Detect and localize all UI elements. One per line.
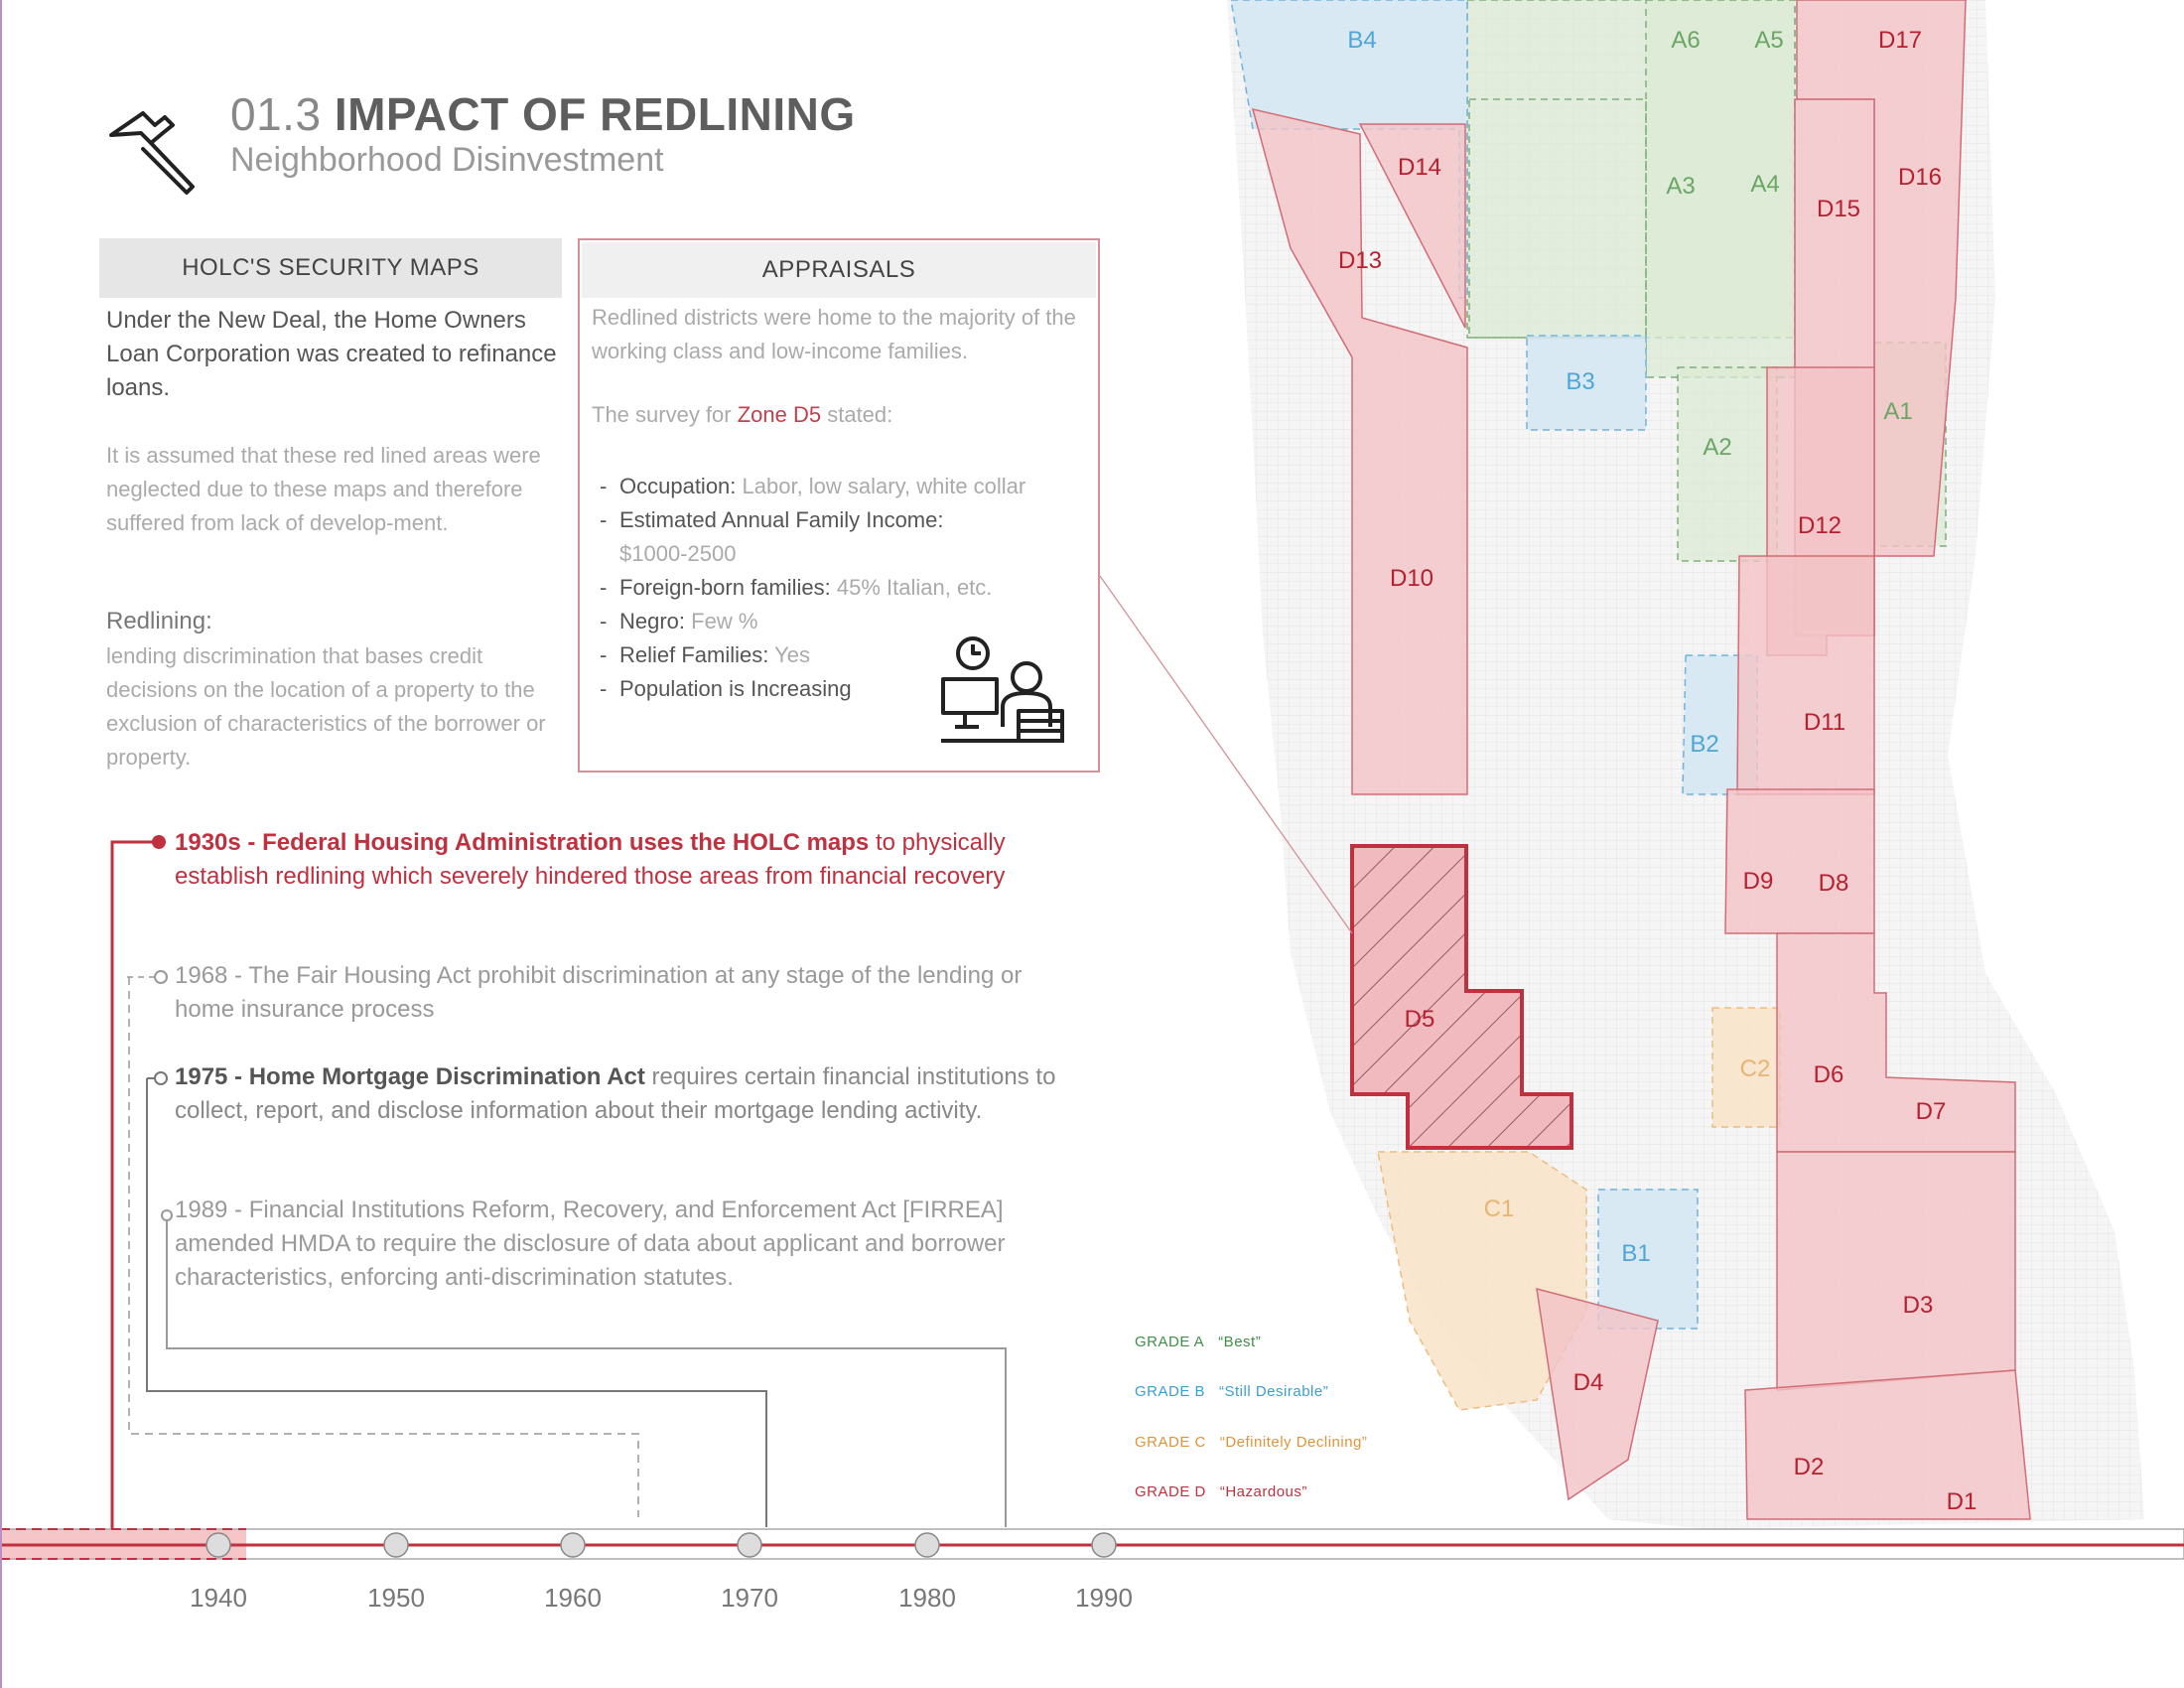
- year-label: 1990: [1075, 1583, 1133, 1613]
- survey-item-continued: $1000-2500: [619, 541, 737, 566]
- svg-text:D13: D13: [1337, 247, 1383, 274]
- svg-text:A5: A5: [1754, 27, 1784, 54]
- survey-zone: Zone D5: [737, 402, 822, 427]
- svg-text:D11: D11: [1803, 709, 1846, 736]
- survey-prefix: The survey for: [592, 402, 738, 427]
- office-worker-clock-icon: [939, 635, 1066, 747]
- survey-item: - Relief Families: Yes: [598, 638, 1104, 672]
- tick-1970: [738, 1533, 761, 1557]
- svg-text:D15: D15: [1816, 196, 1861, 222]
- connector-1930s: [112, 842, 159, 1537]
- svg-text:D8: D8: [1818, 870, 1849, 897]
- svg-text:C1: C1: [1483, 1196, 1515, 1222]
- holc-intro: Under the New Deal, the Home Owners Loan Corporation was created to refinance loans.: [106, 307, 557, 401]
- tick-1990: [1092, 1533, 1116, 1557]
- year-label: 1980: [898, 1583, 956, 1613]
- hammer-icon: [103, 103, 203, 199]
- svg-text:A4: A4: [1750, 171, 1780, 198]
- holc-heading: HOLC'S SECURITY MAPS: [99, 238, 562, 298]
- legend-grade-a: GRADE A “Best”: [1135, 1334, 1262, 1350]
- svg-text:D6: D6: [1813, 1061, 1844, 1088]
- survey-item: - Population is Increasing: [598, 672, 1104, 706]
- event-1989: 1989 - Financial Institutions Reform, Recovery, and Enforcement Act [FIRREA] amended HMDA to require the disclosure of data about applicant and borrower characteristics, enforcing anti-discrimination statutes.: [175, 1196, 1006, 1291]
- connector-1975: [147, 1078, 766, 1527]
- year-label: 1940: [190, 1583, 247, 1613]
- survey-line: [592, 402, 892, 428]
- survey-item: - Foreign-born families: 45% Italian, etc.: [598, 571, 1104, 605]
- tick-1960: [561, 1533, 585, 1557]
- year-label: 1960: [544, 1583, 602, 1613]
- svg-text:D16: D16: [1897, 164, 1943, 191]
- survey-item: - Estimated Annual Family Income:: [598, 503, 1104, 537]
- tick-1980: [915, 1533, 939, 1557]
- event-1930s: 1930s - Federal Housing Administration uses the HOLC maps to physically establish redlining which severely hindered those areas from financial recovery: [175, 829, 1006, 890]
- svg-text:A2: A2: [1703, 434, 1732, 461]
- appraisals-heading: APPRAISALS: [582, 242, 1096, 298]
- zone-label-a1: A1: [1883, 398, 1913, 425]
- svg-text:D17: D17: [1877, 27, 1923, 54]
- section-number: 01.3: [230, 88, 322, 140]
- page-edge-rule: [0, 0, 2, 1688]
- holc-assumption: It is assumed that these red lined areas were neglected due to these maps and therefore suffered from lack of develop-ment.: [106, 443, 541, 535]
- survey-item: - Occupation: Labor, low salary, white collar: [598, 470, 1104, 503]
- legend-grade-d: GRADE D “Hazardous”: [1135, 1483, 1307, 1500]
- page-subtitle: Neighborhood Disinvestment: [230, 141, 664, 179]
- svg-text:D7: D7: [1915, 1098, 1947, 1125]
- svg-text:B2: B2: [1690, 731, 1719, 758]
- svg-text:D9: D9: [1742, 868, 1774, 895]
- svg-text:B4: B4: [1347, 27, 1377, 54]
- redlining-term: Redlining:: [106, 608, 212, 634]
- svg-text:D1: D1: [1946, 1488, 1978, 1515]
- legend-grade-b: GRADE B “Still Desirable”: [1135, 1383, 1329, 1400]
- svg-text:D3: D3: [1902, 1292, 1934, 1319]
- tick-1950: [384, 1533, 408, 1557]
- svg-text:D10: D10: [1389, 565, 1434, 592]
- survey-suffix: stated:: [821, 402, 893, 427]
- svg-text:D14: D14: [1397, 154, 1442, 181]
- event-1968: 1968 - The Fair Housing Act prohibit discrimination at any stage of the lending or home insurance process: [175, 962, 1023, 1023]
- event-1975: 1975 - Home Mortgage Discrimination Act requires certain financial institutions to collect, report, and disclose information about their mortgage lending activity.: [175, 1063, 1056, 1124]
- page-title: [230, 87, 856, 141]
- year-label: 1970: [721, 1583, 778, 1613]
- svg-text:B1: B1: [1621, 1240, 1651, 1267]
- svg-text:D4: D4: [1572, 1369, 1604, 1396]
- svg-text:D12: D12: [1797, 512, 1843, 539]
- svg-text:A6: A6: [1671, 27, 1701, 54]
- appraisals-intro: Redlined districts were home to the majority of the working class and low-income families.: [592, 305, 1076, 363]
- redlining-definition: lending discrimination that bases credit decisions on the location of a property to the exclusion of characteristics of the borrower or property.: [106, 643, 546, 770]
- legend-grade-c: GRADE C “Definitely Declining”: [1135, 1434, 1368, 1451]
- year-label: 1950: [367, 1583, 425, 1613]
- tick-1940: [206, 1533, 230, 1557]
- title-text: IMPACT OF REDLINING: [334, 88, 856, 140]
- svg-text:D2: D2: [1793, 1454, 1825, 1480]
- svg-text:D5: D5: [1404, 1006, 1435, 1033]
- svg-text:A3: A3: [1666, 173, 1696, 200]
- svg-text:B3: B3: [1566, 368, 1595, 395]
- survey-item: - Negro: Few %: [598, 605, 1104, 638]
- svg-text:C2: C2: [1739, 1055, 1771, 1082]
